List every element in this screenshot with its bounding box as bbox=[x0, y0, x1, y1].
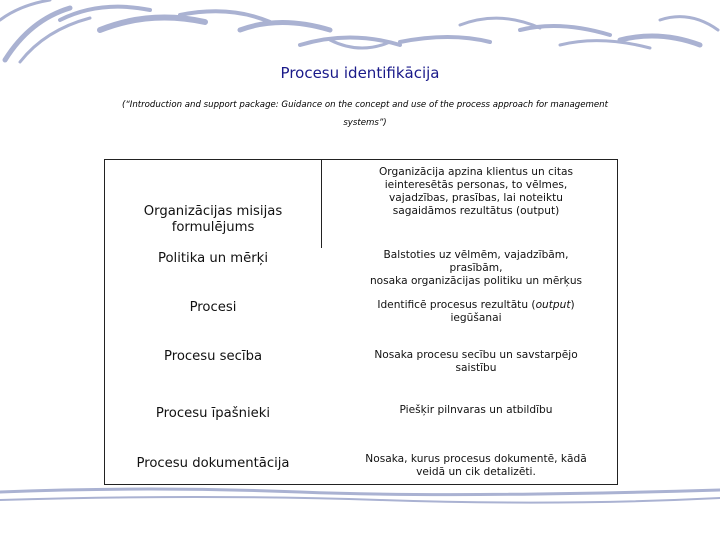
subtitle-line-2: systems”) bbox=[343, 118, 387, 128]
row-6-right-line-2: veidā un cik detalizēti. bbox=[416, 466, 536, 478]
page-title: Procesu identifikācija bbox=[280, 64, 440, 82]
row-1-left bbox=[105, 204, 321, 236]
row-4-left bbox=[105, 349, 321, 365]
column-divider bbox=[321, 160, 322, 248]
row-6-right-line-1: Nosaka, kurus procesus dokumentē, kādā bbox=[365, 453, 587, 465]
row-1-right-line-1: Organizācija apzina klientus un citas bbox=[378, 166, 574, 178]
subtitle bbox=[70, 96, 660, 132]
row-2-left bbox=[105, 251, 321, 267]
row-3-right-post: ) bbox=[570, 299, 575, 311]
row-6-left-line-1: Procesu dokumentācija bbox=[136, 456, 290, 471]
row-5-right-line-1: Piešķir pilnvaras un atbildību bbox=[399, 404, 553, 416]
row-1-right-line-2: ieinteresētās personas, to vēlmes, bbox=[384, 179, 568, 191]
row-2-right-line-2: prasībām, bbox=[449, 262, 503, 274]
row-2-right-line-1: Balstoties uz vēlmēm, vajadzībām, bbox=[383, 249, 569, 261]
row-3-right bbox=[345, 299, 607, 325]
process-table bbox=[104, 159, 618, 485]
row-4-right-line-2: saistību bbox=[455, 362, 497, 374]
row-6-left bbox=[99, 456, 327, 472]
row-3-left-line-1: Procesi bbox=[189, 300, 237, 315]
row-2-left-line-1: Politika un mērķi bbox=[158, 251, 268, 266]
row-6-right bbox=[345, 453, 607, 479]
row-1-right-line-3: vajadzības, prasības, lai noteiktu bbox=[389, 192, 563, 204]
row-5-right bbox=[345, 404, 607, 417]
subtitle-line-1: (“Introduction and support package: Guidance on the concept and use of the process approach for management bbox=[121, 100, 608, 110]
row-5-left-line-1: Procesu īpašnieki bbox=[155, 406, 271, 421]
row-1-left-line-1: Organizācijas misijas bbox=[143, 204, 283, 219]
row-5-left bbox=[105, 406, 321, 422]
row-4-right-line-1: Nosaka procesu secību un savstarpējo bbox=[374, 349, 578, 361]
row-3-right-em: output bbox=[535, 299, 571, 311]
row-4-right bbox=[345, 349, 607, 375]
row-2-right-line-3: nosaka organizācijas politiku un mērķus bbox=[369, 275, 583, 287]
row-1-left-line-2: formulējums bbox=[171, 220, 255, 235]
row-3-right-line-2: iegūšanai bbox=[450, 312, 502, 324]
row-3-right-pre: Identificē procesus rezultātu ( bbox=[377, 299, 536, 311]
row-4-left-line-1: Procesu secība bbox=[163, 349, 263, 364]
row-3-left bbox=[105, 300, 321, 316]
row-2-right bbox=[345, 249, 607, 288]
row-3-right-line-1 bbox=[345, 299, 607, 312]
row-1-right-line-4: sagaidāmos rezultātus (output) bbox=[392, 205, 560, 217]
row-1-right bbox=[345, 166, 607, 218]
